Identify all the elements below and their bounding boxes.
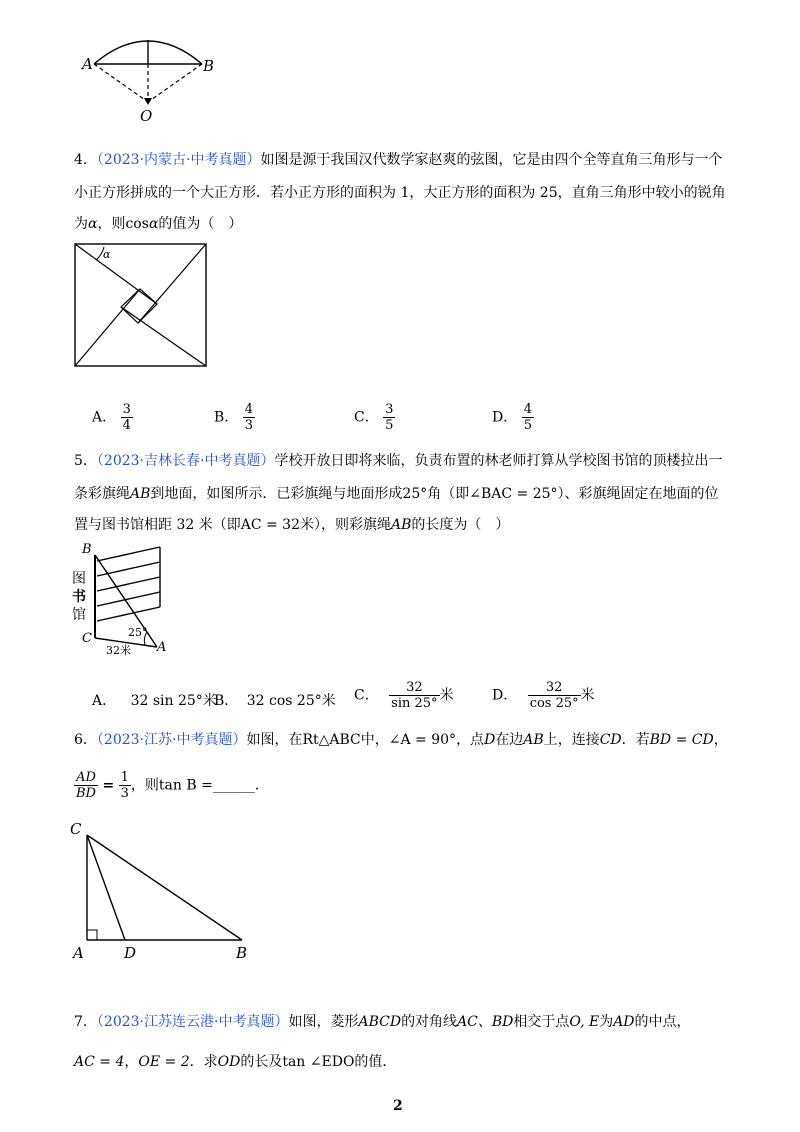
fig6-label-c: C — [70, 820, 82, 838]
q4-line2: 小正方形拼成的一个大正方形．若小正方形的面积为 1，大正方形的面积为 25，直角三角形中较小的锐角 — [74, 185, 726, 201]
q4-line3: 为α，则cosα的值为（ ） — [74, 216, 243, 232]
answer-blank[interactable]: ______ — [212, 777, 255, 794]
q4-source: （2023·内蒙古·中考真题） — [96, 152, 261, 168]
fig5-angle-label: 25° — [128, 626, 148, 639]
fig5-label-c: C — [82, 631, 92, 646]
q7-source: （2023·江苏连云港·中考真题） — [96, 1014, 289, 1030]
q5-option-c[interactable]: C． $\frac{32}{\sin 25^\circ}$ 米 — [354, 680, 454, 711]
fig5-distance-label: 32米 — [106, 644, 131, 657]
q5-option-d[interactable]: D． $\frac{32}{\cos 25^\circ}$ 米 — [492, 680, 595, 711]
point-label-b: B — [203, 57, 215, 75]
q6-source: （2023·江苏·中考真题） — [96, 732, 247, 748]
q5-line3: 置与图书馆相距 32 米（即AC = 32米），则彩旗绳AB的长度为（ ） — [74, 517, 510, 533]
fig5-label-b: B — [82, 542, 92, 557]
sector-figure — [80, 30, 230, 125]
q5-line2: 条彩旗绳AB到地面，如图所示．已彩旗绳与地面形成25°角（即∠BAC = 25°）、彩旗绳固定在地面的位 — [74, 486, 719, 502]
fig6-label-d: D — [124, 944, 137, 962]
fig6-label-a: A — [73, 944, 84, 962]
q7-line1: 7．（2023·江苏连云港·中考真题）如图，菱形ABCD的对角线AC、BD相交于点O, E为AD的中点， — [74, 1014, 691, 1030]
zhao-shuang-figure — [74, 243, 208, 368]
q4-option-a[interactable]: A． $\frac{3}{4}$ — [92, 402, 131, 433]
library-char-1: 图 — [72, 571, 86, 587]
point-label-o: O — [140, 107, 153, 125]
fig5-label-a: A — [157, 640, 167, 655]
library-char-2: 书 — [72, 589, 86, 605]
q7-line2: AC = 4，OE = 2．求OD的长及tan ∠EDO的值． — [74, 1054, 397, 1070]
fig6-label-b: B — [236, 944, 248, 962]
q5-source: （2023·吉林长春·中考真题） — [96, 453, 275, 469]
q6-line2: $\frac{AD}{BD}$ = $\frac{1}{3}$ ，则tan B =______． — [76, 770, 269, 801]
q5-line1: 5．（2023·吉林长春·中考真题）学校开放日即将来临，负责布置的林老师打算从学校图书馆的顶楼拉出一 — [74, 453, 723, 469]
library-char-3: 馆 — [72, 607, 86, 623]
q4-option-c[interactable]: C． $\frac{3}{5}$ — [354, 402, 394, 433]
q4-option-d[interactable]: D． $\frac{4}{5}$ — [492, 402, 532, 433]
point-label-a: A — [82, 55, 93, 73]
q5-option-b[interactable]: B． 32 cos 25°米 — [214, 693, 336, 709]
q5-option-a[interactable]: A． 32 sin 25°米 — [92, 693, 217, 709]
q4-line1: 4．（2023·内蒙古·中考真题）如图是源于我国汉代数学家赵爽的弦图，它是由四个全等直角三角形与一个 — [74, 152, 723, 168]
q6-line1: 6．（2023·江苏·中考真题）如图，在Rt△ABC中，∠A = 90°，点D在边AB上，连接CD．若BD = CD， — [74, 732, 728, 748]
q4-option-b[interactable]: B． $\frac{4}{3}$ — [214, 402, 254, 433]
alpha-label: α — [103, 248, 111, 261]
page-number: 2 — [393, 1098, 403, 1114]
right-triangle-figure — [80, 830, 250, 945]
